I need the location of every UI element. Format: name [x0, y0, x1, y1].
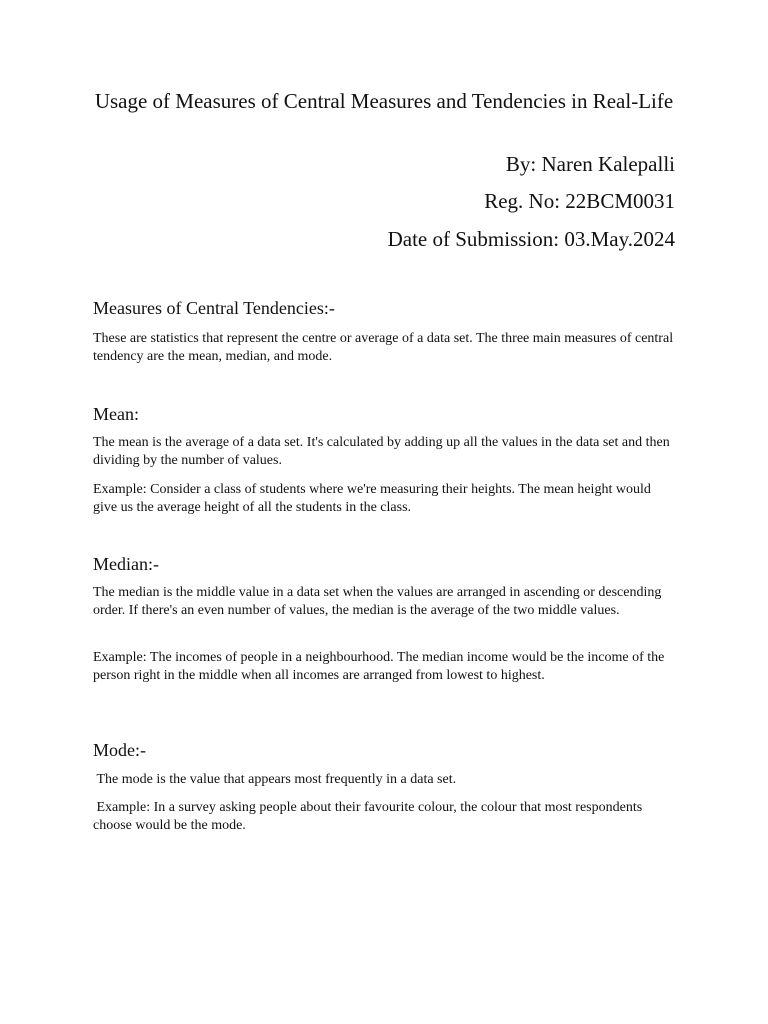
section-heading-mode: Mode:- — [93, 740, 146, 760]
paragraph-central-tendencies-intro: These are statistics that represent the centre or average of a data set. The three main measures of central tendency are the mean, median, and mode. — [93, 331, 674, 364]
submission-date: Date of Submission: 03.May.2024 — [387, 227, 675, 251]
author-line: By: Naren Kalepalli — [505, 152, 675, 176]
paragraph-mean-example: Example: Consider a class of students where we're measuring their heights. The mean height would give us the average height of all the students in the class. — [93, 482, 651, 515]
paragraph-mode-definition: The mode is the value that appears most frequently in a data set. — [93, 772, 457, 787]
section-heading-central-tendencies: Measures of Central Tendencies:- — [93, 298, 335, 318]
paragraph-median-definition: The median is the middle value in a data set when the values are arranged in ascending or descending order. If there's an even number of values, the median is the average of the two middle values. — [93, 585, 662, 618]
paragraph-mean-definition: The mean is the average of a data set. It's calculated by adding up all the values in the data set and then dividing by the number of values. — [93, 435, 670, 468]
section-heading-median: Median:- — [93, 554, 159, 574]
registration-number: Reg. No: 22BCM0031 — [484, 189, 675, 213]
document-title: Usage of Measures of Central Measures and Tendencies in Real-Life — [94, 89, 674, 113]
paragraph-median-example: Example: The incomes of people in a neighbourhood. The median income would be the income of the person right in the middle when all incomes are arranged from lowest to highest. — [93, 650, 665, 683]
paragraph-mode-example: Example: In a survey asking people about their favourite colour, the colour that most respondents choose would be the mode. — [93, 800, 646, 833]
section-heading-mean: Mean: — [93, 404, 139, 424]
